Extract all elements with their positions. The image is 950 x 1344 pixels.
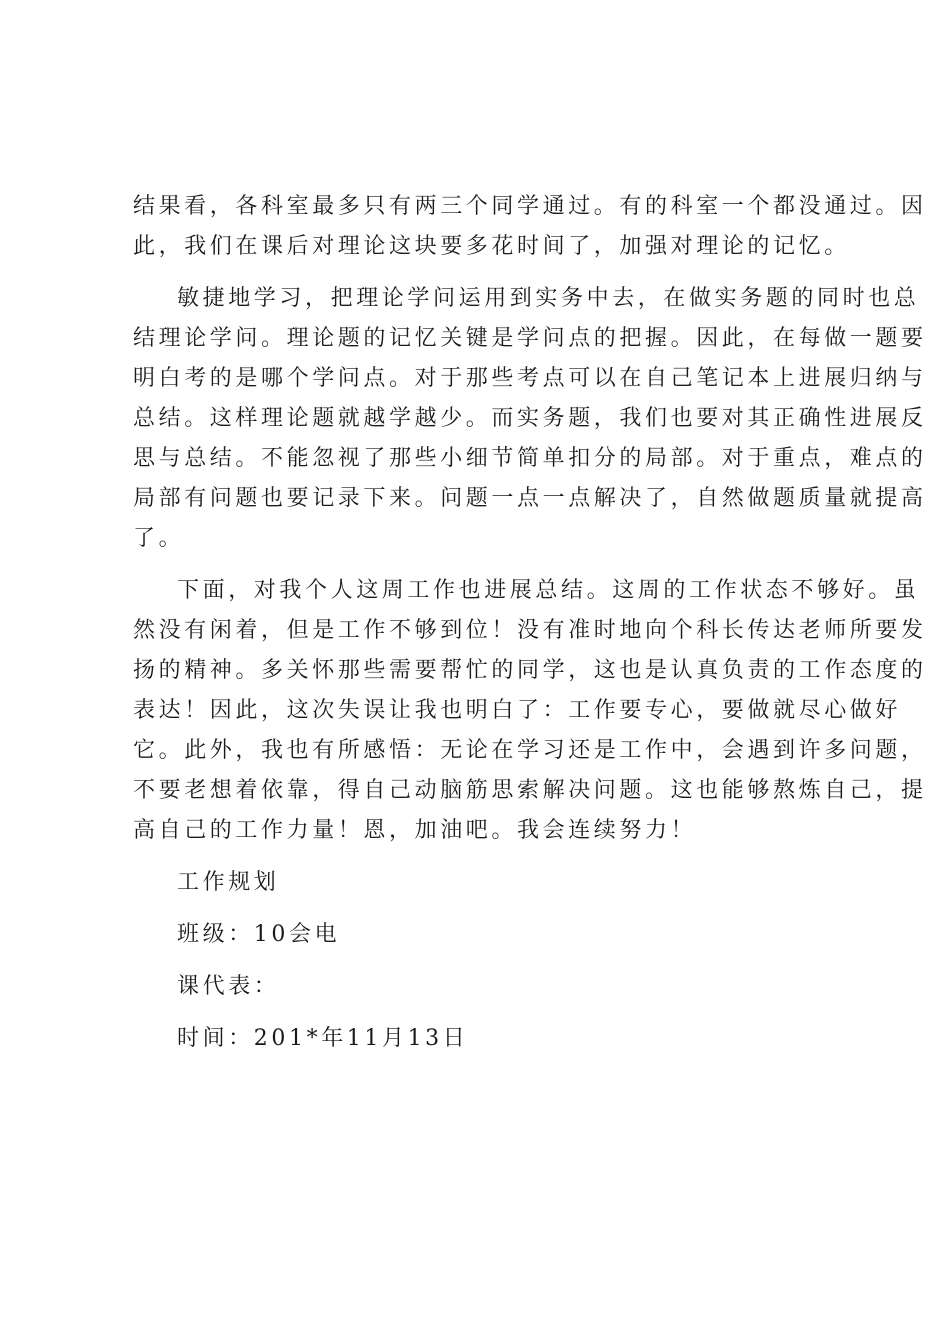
text-line: 明白考的是哪个学问点。对于那些考点可以在自己笔记本上进展归纳与: [133, 366, 927, 391]
text-line: 局部有问题也要记录下来。问题一点一点解决了，自然做题质量就提高: [133, 486, 927, 511]
text-line: 下面，对我个人这周工作也进展总结。这周的工作状态不够好。虽: [177, 578, 920, 603]
text-line: 此，我们在课后对理论这块要多花时间了，加强对理论的记忆。: [133, 234, 850, 259]
text-line: 不要老想着依靠，得自己动脑筋思索解决问题。这也能够熬炼自己，提: [133, 778, 927, 803]
text-line: 表达！因此，这次失误让我也明白了：工作要专心，要做就尽心做好: [133, 698, 902, 723]
text-line: 结果看，各科室最多只有两三个同学通过。有的科室一个都没通过。因: [133, 194, 927, 219]
paragraph-2: [133, 279, 927, 559]
time-line: 时间：201*年11月13日: [177, 1026, 469, 1051]
paragraph-3: [133, 571, 927, 851]
text-line: 它。此外，我也有所感悟：无论在学习还是工作中，会遇到许多问题，: [133, 738, 927, 763]
text-line: 总结。这样理论题就越学越少。而实务题，我们也要对其正确性进展反: [133, 406, 927, 431]
text-line: 结理论学问。理论题的记忆关键是学问点的把握。因此，在每做一题要: [133, 326, 927, 351]
text-line: 思与总结。不能忽视了那些小细节简单扣分的局部。对于重点，难点的: [133, 446, 927, 471]
text-line: 敏捷地学习，把理论学问运用到实务中去，在做实务题的同时也总: [177, 286, 920, 311]
text-line: 了。: [133, 526, 185, 551]
document-body: [133, 187, 927, 1059]
text-line: 扬的精神。多关怀那些需要帮忙的同学，这也是认真负责的工作态度的: [133, 658, 927, 683]
class-line: 班级：10会电: [177, 922, 341, 947]
text-line: 高自己的工作力量！恩，加油吧。我会连续努力！: [133, 818, 697, 843]
section-title: 工作规划: [177, 870, 280, 895]
paragraph-1: [133, 187, 927, 267]
rep-line: 课代表：: [177, 974, 280, 999]
text-line: 然没有闲着，但是工作不够到位！没有准时地向个科长传达老师所要发: [133, 618, 927, 643]
